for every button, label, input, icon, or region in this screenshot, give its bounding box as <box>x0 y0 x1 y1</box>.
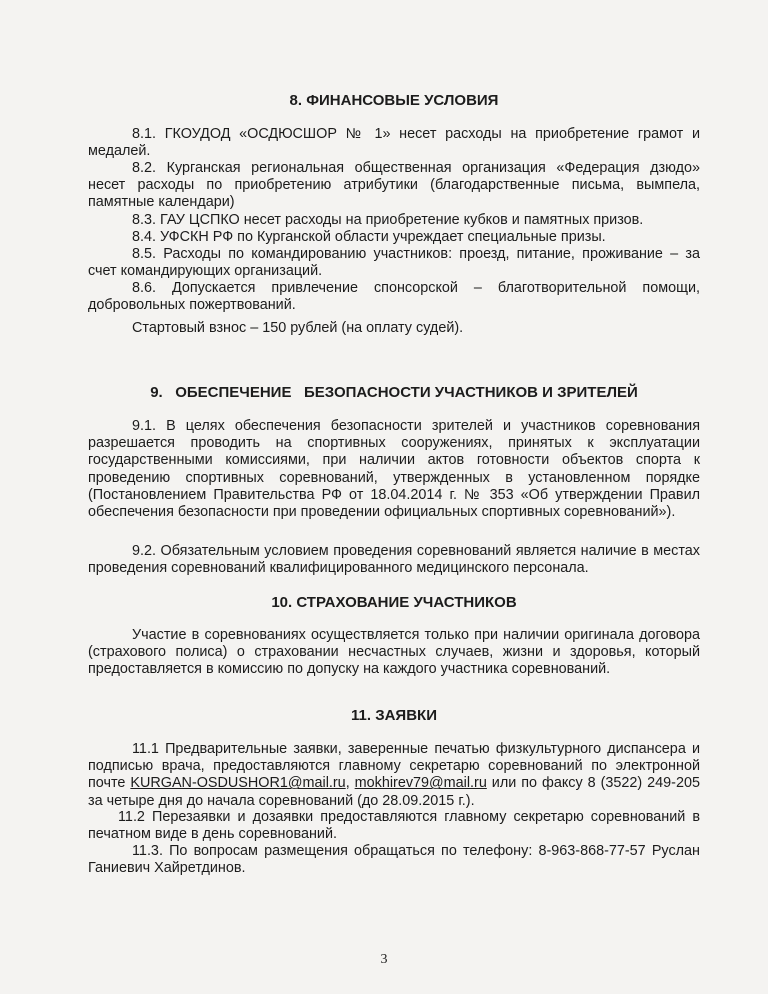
section-11-email-separator: , <box>345 775 355 792</box>
section-8-item-3: 8.3. ГАУ ЦСПКО несет расходы на приобретение кубков и памятных призов. <box>132 212 644 228</box>
section-11-item-1-text-a: 11.1 Предварительные заявки, заверенные печатью физкультурного диспансера и подписью врача, предоставляются главному секретарю соревнований по электронной почте <box>88 741 700 792</box>
section-11-item-2: 11.2 Перезаявки и дозаявки предоставляются главному секретарю соревнований в печатном виде в день соревнований. <box>88 809 700 843</box>
section-9-item-2: 9.2. Обязательным условием проведения соревнований является наличие в местах проведения соревнований квалифицированного медицинского персонала. <box>88 543 700 577</box>
section-10-item-1: Участие в соревнованиях осуществляется только при наличии оригинала договора (страхового полиса) о страховании несчастных случаев, жизни и здоровья, который предоставляется в комиссию по допуску на каждого участника соревнований. <box>88 627 700 678</box>
email-link-mokhirev[interactable]: mokhirev79@mail.ru <box>354 775 487 792</box>
section-8-item-5: 8.5. Расходы по командированию участников: проезд, питание, проживание – за счет командирующих организаций. <box>88 246 700 280</box>
section-11-item-1 <box>88 741 700 810</box>
section-8-item-2: 8.2. Курганская региональная общественная организация «Федерация дзюдо» несет расходы по приобретению атрибутики (благодарственные письма, вымпела, памятные календари) <box>88 160 700 211</box>
entry-fee-note: Стартовый взнос – 150 рублей (на оплату судей). <box>132 320 464 336</box>
section-9-title: 9. ОБЕСПЕЧЕНИЕ БЕЗОПАСНОСТИ УЧАСТНИКОВ И ЗРИТЕЛЕЙ <box>150 384 638 401</box>
section-8-item-1: 8.1. ГКОУДОД «ОСДЮСШОР № 1» несет расходы на приобретение грамот и медалей. <box>88 126 700 160</box>
section-8-item-6: 8.6. Допускается привлечение спонсорской – благотворительной помощи, добровольных пожертвований. <box>88 280 700 314</box>
section-8-title: 8. ФИНАНСОВЫЕ УСЛОВИЯ <box>289 92 499 109</box>
section-9-item-1: 9.1. В целях обеспечения безопасности зрителей и участников соревнования разрешается проводить на спортивных сооружениях, принятых к эксплуатации государственными комиссиями, при наличии актов готовности объектов спорта к проведению спортивных соревнований, утвержденных в установленном порядке (Постановлением Правительства РФ от 18.04.2014 г. № 353 «Об утверждении Правил обеспечения безопасности при проведении официальных спортивных соревнований»). <box>88 418 700 521</box>
page-number: 3 <box>380 952 388 967</box>
section-8-item-4: 8.4. УФСКН РФ по Курганской области учреждает специальные призы. <box>132 229 606 245</box>
section-11-title: 11. ЗАЯВКИ <box>351 707 437 724</box>
section-11-item-1-text-b: или по факсу 8 (3522) 249-205 за четыре дня до начала соревнований (до 28.09.2015 г.). <box>88 775 700 809</box>
email-link-kurgan[interactable]: KURGAN-OSDUSHOR1@mail.ru <box>130 775 346 792</box>
section-11-item-3: 11.3. По вопросам размещения обращаться по телефону: 8-963-868-77-57 Руслан Ганиевич Хайретдинов. <box>88 843 700 877</box>
section-10-title: 10. СТРАХОВАНИЕ УЧАСТНИКОВ <box>271 594 517 611</box>
